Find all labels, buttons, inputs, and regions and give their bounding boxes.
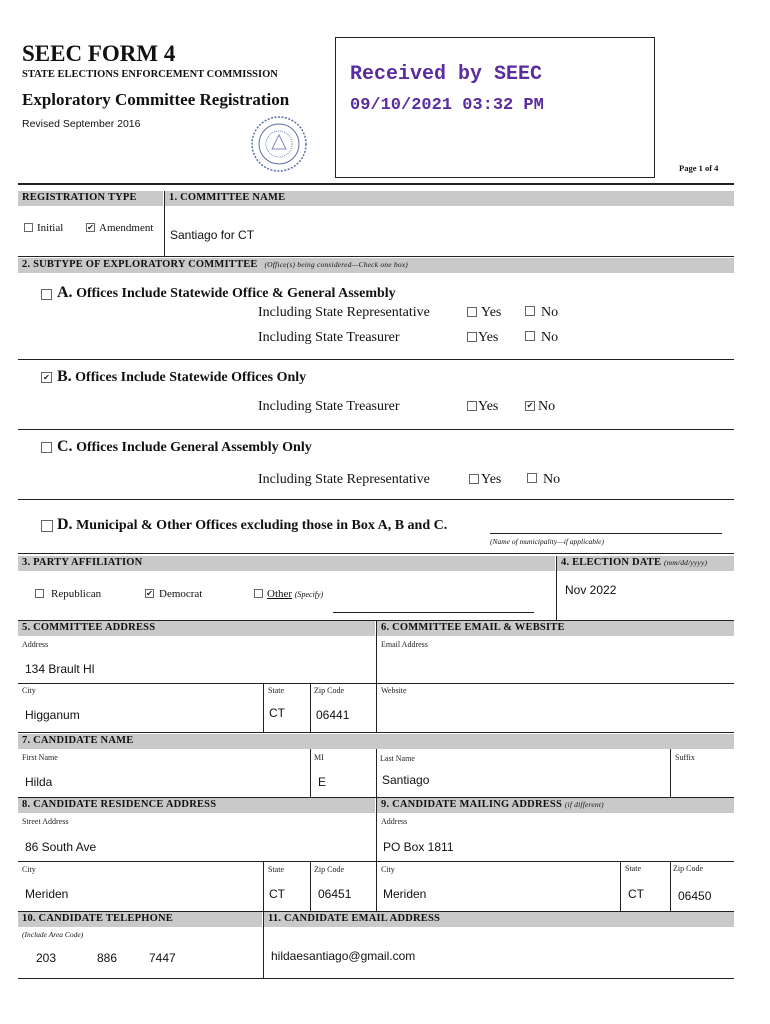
subtype-d-checkbox[interactable] [41,520,53,532]
subtype-a-q2: Including State Treasurer [258,330,400,345]
initial-label: Initial [37,222,64,234]
address-label: Address [22,640,49,649]
subtype-d-letter: D. [57,516,73,533]
subtype-a-q1-yes-checkbox[interactable] [467,307,477,317]
address-value[interactable]: 134 Brault Hl [25,662,95,676]
residence-state-label: State [268,865,284,874]
subtype-d-text: Municipal & Other Offices excluding those in Box A, B and C. [76,518,448,533]
city-label: City [22,686,36,695]
city-value[interactable]: Higganum [25,708,80,722]
subtype-title: 2. SUBTYPE OF EXPLORATORY COMMITTEE [22,259,258,270]
municipality-note: (Name of municipality—if applicable) [490,537,604,546]
residence-zip-label: Zip Code [314,865,344,874]
subtype-a-q1: Including State Representative [258,305,430,320]
other-party-line[interactable] [333,612,534,613]
election-date-title: 4. ELECTION DATE [561,557,662,568]
mailing-address-label: Address [381,817,408,826]
committee-email-website-header: 6. COMMITTEE EMAIL & WEBSITE [377,621,734,636]
mi-value[interactable]: E [318,775,327,789]
democrat-checkbox[interactable]: ✔ [146,589,153,598]
zip-value[interactable]: 06441 [316,708,350,722]
state-seal-icon [250,115,308,173]
mailing-address-hint: (if different) [564,800,604,809]
subtype-c-checkbox[interactable] [41,442,52,453]
first-name-value[interactable]: Hilda [25,775,53,789]
stamp-received-text: Received by SEEC [350,63,543,86]
subtype-b-q1: Including State Treasurer [258,399,400,414]
page-number: Page 1 of 4 [679,163,719,173]
zip-label: Zip Code [314,686,344,695]
subtype-b-q1-no-checkbox[interactable]: ✔ [526,401,534,410]
mailing-address-value[interactable]: PO Box 1811 [383,840,454,854]
subtype-b-q1-yes-checkbox[interactable] [467,401,477,411]
mailing-city-label: City [381,865,395,874]
residence-state-value[interactable]: CT [269,887,285,901]
state-label: State [268,686,284,695]
telephone-hint: (Include Area Code) [22,930,84,939]
subtype-a-checkbox[interactable] [41,289,52,300]
mailing-address-header [377,798,734,813]
municipality-line[interactable] [490,533,722,534]
election-date-header [557,556,734,571]
state-value[interactable]: CT [269,706,285,720]
last-name-value[interactable]: Santiago [382,773,430,787]
subtype-header [18,258,734,273]
republican-checkbox[interactable] [35,589,44,598]
street-address-value[interactable]: 86 South Ave [25,840,97,854]
form-title: SEEC FORM 4 [22,41,176,66]
residence-zip-value[interactable]: 06451 [318,887,352,901]
amendment-checkbox[interactable]: ✔ [87,223,94,232]
initial-checkbox[interactable] [24,223,33,232]
residence-city-value[interactable]: Meriden [25,887,69,901]
mailing-city-value[interactable]: Meriden [383,887,427,901]
candidate-email-value[interactable]: hildaesantiago@gmail.com [271,949,416,963]
subtype-a-title [57,284,396,302]
candidate-email-header: 11. CANDIDATE EMAIL ADDRESS [264,912,734,927]
subtype-a-letter: A. [57,284,73,301]
telephone-area-code[interactable]: 203 [36,951,57,965]
committee-address-header: 5. COMMITTEE ADDRESS [18,621,375,636]
subtype-a-q2-no-checkbox[interactable] [525,331,535,341]
subtype-a-q1-no-label: No [541,305,559,320]
subtype-c-letter: C. [57,438,73,455]
party-header: 3. PARTY AFFILIATION [18,556,555,571]
subtype-c-q1-no-label: No [543,472,561,487]
suffix-label: Suffix [675,753,695,762]
other-specify-note: (Specify) [294,590,324,599]
residence-city-label: City [22,865,36,874]
election-date-hint: (mm/dd/yyyy) [663,558,708,567]
telephone-prefix[interactable]: 886 [97,951,118,965]
website-label: Website [381,686,407,695]
telephone-header: 10. CANDIDATE TELEPHONE [18,912,262,927]
stamp-date-text: 09/10/2021 03:32 PM [350,96,544,115]
subtype-c-title [57,438,312,456]
form-subtitle: Exploratory Committee Registration [22,90,290,109]
subtype-note: (Office(s) being considered—Check one box) [264,260,408,269]
subtype-b-letter: B. [57,368,72,385]
subtype-a-text: Offices Include Statewide Office & General Assembly [76,286,396,301]
subtype-c-text: Offices Include General Assembly Only [76,440,312,455]
committee-name-header: 1. COMMITTEE NAME [165,191,734,206]
subtype-c-q1-yes-label: Yes [481,472,502,487]
street-address-label: Street Address [22,817,69,826]
subtype-c-q1-yes-checkbox[interactable] [469,474,479,484]
subtype-d-title [57,516,447,534]
revised-date: Revised September 2016 [22,118,141,130]
subtype-b-checkbox[interactable]: ✔ [41,372,52,383]
mailing-state-label: State [625,864,641,873]
subtype-b-q1-yes-label: Yes [478,399,499,414]
registration-type-header: REGISTRATION TYPE [18,191,163,206]
last-name-label: Last Name [380,754,415,763]
agency-name: STATE ELECTIONS ENFORCEMENT COMMISSION [22,69,278,80]
first-name-label: First Name [22,753,58,762]
subtype-b-text: Offices Include Statewide Offices Only [75,370,307,385]
mailing-zip-label: Zip Code [673,864,703,873]
other-party-checkbox[interactable] [254,589,263,598]
candidate-name-header: 7. CANDIDATE NAME [18,734,734,749]
subtype-a-q2-yes-label: Yes [478,330,499,345]
subtype-b-title [57,368,306,386]
subtype-a-q2-no-label: No [541,330,559,345]
other-party-label [267,588,323,600]
mailing-state-value[interactable]: CT [628,887,644,901]
subtype-c-q1: Including State Representative [258,472,430,487]
subtype-a-q1-no-checkbox[interactable] [525,306,535,316]
mailing-address-title: 9. CANDIDATE MAILING ADDRESS [381,799,563,810]
election-date-value[interactable]: Nov 2022 [565,583,617,597]
residence-address-header: 8. CANDIDATE RESIDENCE ADDRESS [18,798,375,813]
subtype-a-q1-yes-label: Yes [481,305,502,320]
telephone-line[interactable]: 7447 [149,951,176,965]
subtype-a-q2-yes-checkbox[interactable] [467,332,477,342]
subtype-b-q1-no-label: No [538,399,556,414]
republican-label: Republican [51,588,102,600]
amendment-label: Amendment [99,222,154,234]
committee-name-value[interactable]: Santiago for CT [170,228,255,242]
other-label-text: Other [267,588,293,600]
mailing-zip-value[interactable]: 06450 [678,889,712,903]
democrat-label: Democrat [159,588,203,600]
subtype-c-q1-no-checkbox[interactable] [527,473,537,483]
email-address-label: Email Address [381,640,428,649]
mi-label: MI [314,753,324,762]
